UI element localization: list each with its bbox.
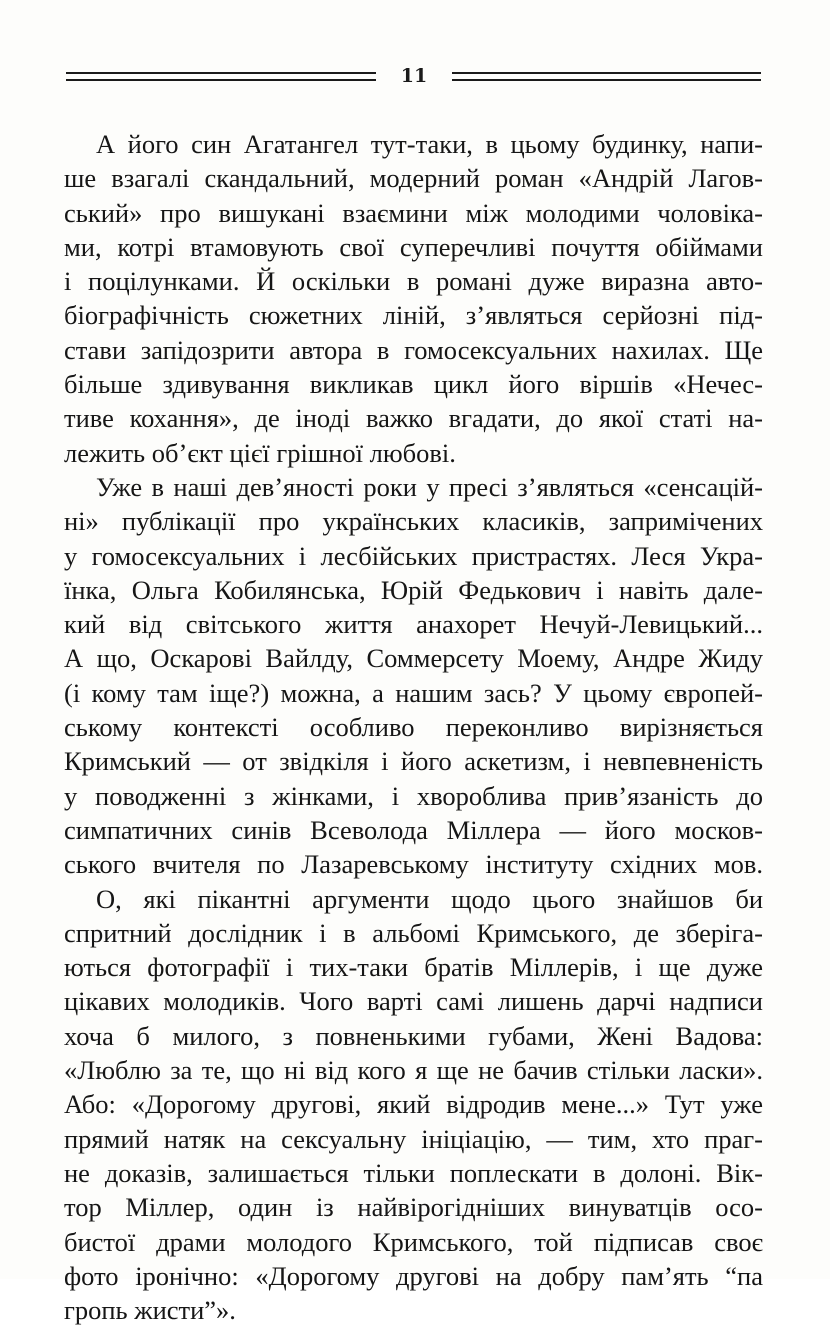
text-line: лежить об’єкт цієї грішної любові. — [64, 437, 456, 468]
page-header — [66, 66, 761, 90]
text-line: ються фотографії і тих-таки братів Міллерів, і ще дуже — [64, 952, 763, 983]
text-line: А його син Агатангел тут-таки, в цьому будинку, напи- — [96, 129, 763, 159]
header-rule-right — [452, 72, 761, 81]
text-line: ського вчителя по Лазаревському інституту східних мов. — [64, 849, 763, 880]
text-line: Уже в наші дев’яності роки у пресі з’являться «сенсацій- — [96, 471, 763, 502]
text-line: ше взагалі скандальний, модерний роман «Андрій Лагов- — [64, 163, 763, 194]
text-line: у гомосексуальних і лесбійських пристрастях. Леся Укра- — [64, 540, 763, 571]
text-line: і поцілунками. Й оскільки в романі дуже виразна авто- — [64, 266, 763, 297]
text-line: біографічність сюжетних ліній, з’являться серйозні під- — [64, 300, 763, 331]
text-line: спритний дослідник і в альбомі Кримського, де зберіга- — [64, 917, 763, 948]
text-line: гропь жисти”». — [64, 1295, 236, 1326]
text-line: цікавих молодиків. Чого варті самі лишень дарчі надписи — [64, 986, 763, 1017]
text-line: ський» про вишукані взаємини між молодими чоловіка- — [64, 197, 763, 228]
text-line: бистої драми молодого Кримського, той підписав своє — [64, 1226, 763, 1257]
text-line: ні» публікації про українських класиків, запримічених — [64, 506, 763, 537]
text-line: ському контексті особливо переконливо вирізняється — [64, 712, 763, 743]
text-line: тиве кохання», де іноді важко вгадати, до якої статі на- — [64, 403, 763, 434]
text-line: прямий натяк на сексуальну ініціацію, — тим, хто праг- — [64, 1123, 763, 1154]
text-line: А що, Оскарові Вайлду, Соммерсету Моему, Андре Жиду — [64, 643, 763, 674]
text-line: стави запідозрити автора в гомосексуальних нахилах. Ще — [64, 334, 763, 365]
text-line: Кримський — от звідкіля і його аскетизм, і невпевненість — [64, 746, 763, 777]
text-line: «Люблю за те, що ні від кого я ще не бачив стільки ласки». — [64, 1055, 763, 1086]
paragraph-1 — [64, 127, 763, 470]
paragraph-2 — [64, 470, 763, 882]
text-line: у поводженні з жінками, і хвороблива прив’язаність до — [64, 780, 763, 811]
paragraph-3 — [64, 882, 763, 1327]
header-rule-left — [66, 72, 376, 81]
text-line: ми, котрі втамовують свої суперечливі почуття обіймами — [64, 231, 763, 262]
text-line: кий від світського життя анахорет Нечуй-Левицький... — [64, 609, 763, 640]
body-text — [64, 127, 763, 1327]
text-line: симпатичних синів Всеволода Міллера — його москов- — [64, 814, 763, 845]
page-number: 11 — [400, 65, 428, 87]
text-line: фото іронічно: «Дорогому другові на добру пам’ять “па — [64, 1260, 763, 1291]
text-line: їнка, Ольга Кобилянська, Юрій Федькович і навіть дале- — [64, 574, 763, 605]
text-line: О, які пікантні аргументи щодо цього знайшов би — [96, 883, 763, 914]
text-line: хоча б милого, з повненькими губами, Жені Вадова: — [64, 1020, 763, 1051]
text-line: (і кому там іще?) можна, а нашим зась? У цьому європей- — [64, 677, 763, 708]
text-line: тор Міллер, один із найвірогідніших винуватців осо- — [64, 1192, 763, 1223]
text-line: не доказів, залишається тільки поплескати в долоні. Вік- — [64, 1157, 763, 1188]
text-line: Або: «Дорогому другові, який відродив мене...» Тут уже — [64, 1089, 763, 1120]
text-line: більше здивування викликав цикл його віршів «Нечес- — [64, 369, 763, 400]
